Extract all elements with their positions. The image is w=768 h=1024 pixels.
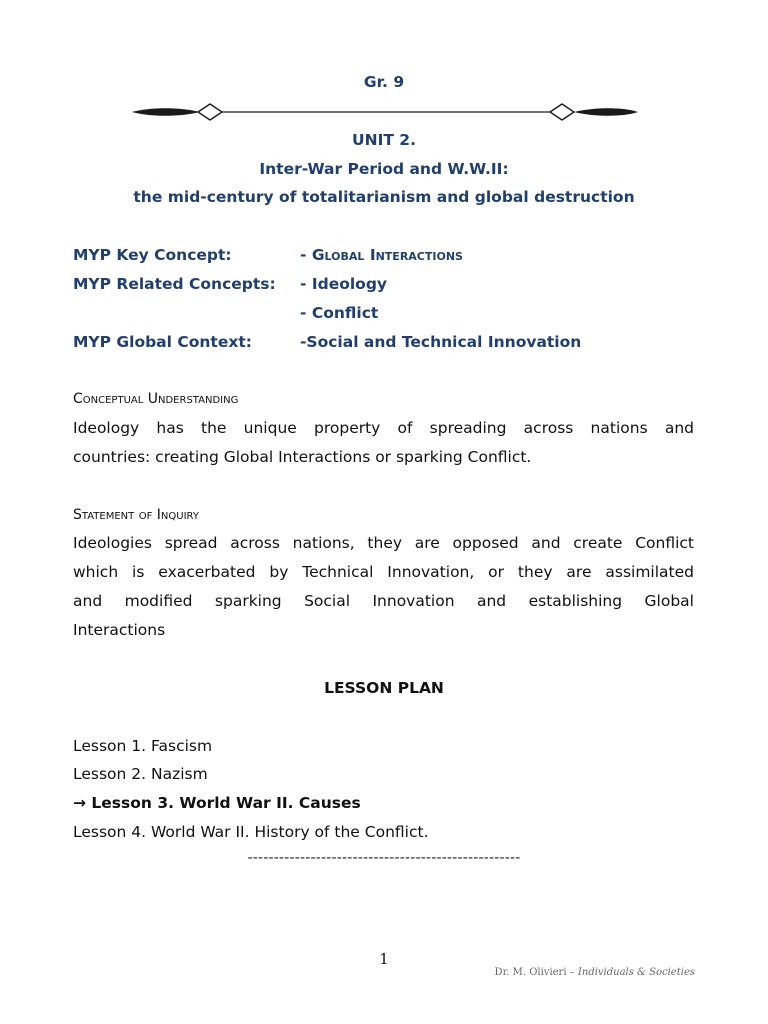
page-footer xyxy=(495,967,695,978)
lesson-3-current xyxy=(73,794,361,812)
page-number: 1 xyxy=(379,950,389,968)
unit-title-line2: the mid-century of totalitarianism and global destruction xyxy=(133,188,635,206)
lesson-2: Lesson 2. Nazism xyxy=(73,765,208,783)
conceptual-understanding-heading: Conceptual Understanding xyxy=(73,391,239,407)
related-concepts-label: MYP Related Concepts: xyxy=(73,275,276,293)
footer-subject: Individuals & Societies xyxy=(577,967,695,978)
conceptual-understanding-text xyxy=(73,414,694,472)
unit-title-line1: Inter-War Period and W.W.II: xyxy=(259,160,509,178)
statement-of-inquiry-text xyxy=(73,529,694,645)
inquiry-line-2: which is exacerbated by Technical Innovation, or they are assimilated xyxy=(73,563,694,581)
conceptual-line-2: countries: creating Global Interactions or sparking Conflict. xyxy=(73,448,532,466)
statement-of-inquiry-heading: Statement of Inquiry xyxy=(73,507,199,523)
conceptual-line-1: Ideology has the unique property of spreading across nations and xyxy=(73,419,694,437)
inquiry-line-4: Interactions xyxy=(73,621,166,639)
key-concept-label: MYP Key Concept: xyxy=(73,246,232,264)
grade-label: Gr. 9 xyxy=(363,73,405,91)
lesson-plan-heading: LESSON PLAN xyxy=(324,679,444,697)
related-concept-ideology: - Ideology xyxy=(300,275,388,293)
unit-label: UNIT 2. xyxy=(352,131,416,149)
inquiry-line-3: and modified sparking Social Innovation and establishing Global xyxy=(73,592,694,610)
inquiry-line-1: Ideologies spread across nations, they are opposed and create Conflict xyxy=(73,534,694,552)
global-context-value: -Social and Technical Innovation xyxy=(300,333,582,351)
arrow-right-icon: → xyxy=(73,794,86,812)
key-concept-value: - Global Interactions xyxy=(300,246,463,264)
ornament-divider xyxy=(130,101,640,123)
lesson-4: Lesson 4. World War II. History of the Conflict. xyxy=(73,823,429,841)
dashed-divider: ---------------------------------------------------- xyxy=(247,850,521,866)
lesson-3-label: Lesson 3. World War II. Causes xyxy=(91,794,361,812)
lesson-1: Lesson 1. Fascism xyxy=(73,737,213,755)
global-context-label: MYP Global Context: xyxy=(73,333,252,351)
related-concept-conflict: - Conflict xyxy=(300,304,379,322)
footer-author: Dr. M. Olivieri – xyxy=(494,967,575,978)
